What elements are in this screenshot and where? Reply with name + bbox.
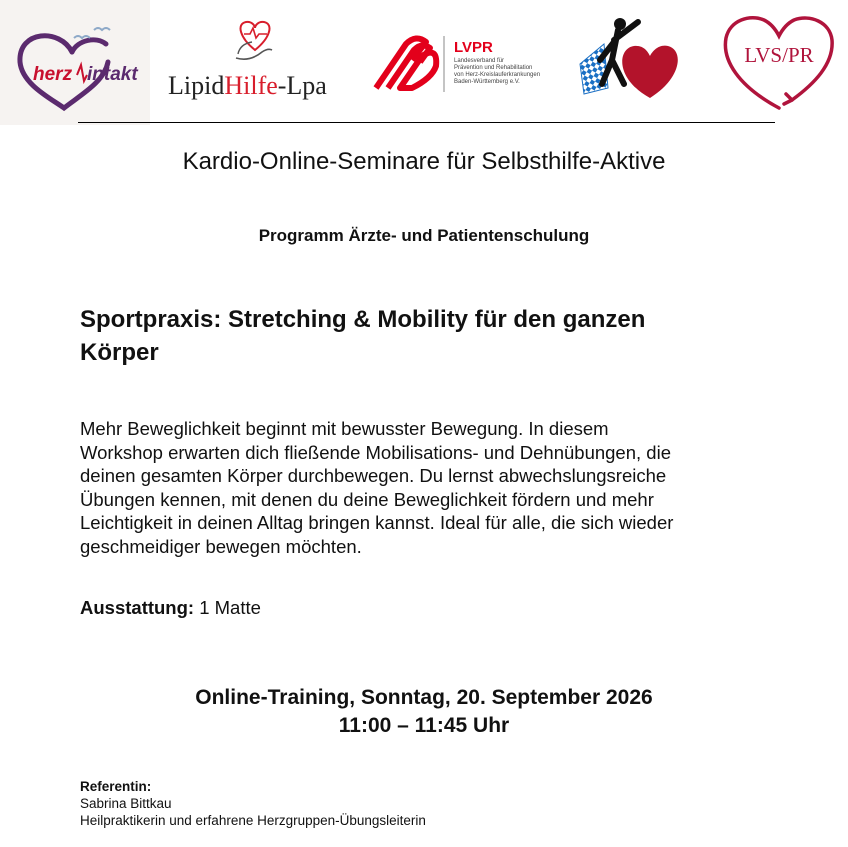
- lvpr-sub-3: von Herz-Kreislauferkrankungen: [454, 72, 541, 78]
- lvpr-sub-4: Baden-Württemberg e.V.: [454, 79, 520, 85]
- program-subtitle: Programm Ärzte- und Patientenschulung: [258, 226, 590, 245]
- speaker-name: Sabrina Bittkau: [80, 796, 172, 811]
- header-divider: [78, 122, 775, 123]
- course-title: [80, 303, 780, 369]
- event-date: Online-Training, Sonntag, 20. September 2026: [195, 686, 653, 709]
- lipidhilfe-part3: -Lpa: [277, 71, 327, 100]
- speaker-label: Referentin:: [80, 779, 152, 794]
- herzintakt-word-left: herz: [33, 64, 73, 85]
- description-line: deinen gesamten Körper durchbewegen. Du lernst abwechslungsreiche: [80, 465, 667, 486]
- course-title-line: Körper: [80, 339, 159, 366]
- description-line: geschmeidiger bewegen möchten.: [80, 535, 362, 557]
- description-line: Übungen kennen, mit denen du deine Beweglichkeit fördern und mehr: [80, 488, 654, 510]
- speaker-role: Heilpraktikerin und erfahrene Herzgruppen-Übungsleiterin: [80, 813, 426, 828]
- lvpr-abbr: LVPR: [454, 39, 493, 56]
- course-title-line: Sportpraxis: Stretching & Mobility für den ganzen: [80, 306, 646, 333]
- event-info: [0, 684, 848, 740]
- herzintakt-word-right: intakt: [87, 64, 138, 85]
- bavaria-heart-logo: [574, 14, 684, 104]
- logo-bar: [0, 0, 848, 125]
- herzintakt-logo: [0, 0, 150, 125]
- equipment-label: Ausstattung:: [80, 597, 195, 618]
- series-title: Kardio-Online-Seminare für Selbsthilfe-Aktive: [182, 148, 666, 175]
- description-line: Leichtigkeit in deinen Alltag bringen kannst. Ideal für alle, die sich wieder: [80, 512, 674, 533]
- equipment: [80, 597, 261, 619]
- lvs-pr-text: LVS/PR: [744, 43, 814, 67]
- lvpr-sub-1: Landesverband für: [454, 58, 505, 64]
- speaker-info: [80, 778, 426, 829]
- lipidhilfe-part1: Lipid: [168, 71, 225, 100]
- svg-text:LipidHilfe-Lpa: [168, 71, 327, 100]
- description-line: Workshop erwarten dich fließende Mobilisations- und Dehnübungen, die: [80, 441, 671, 463]
- equipment-value: 1 Matte: [194, 597, 261, 618]
- lipidhilfe-logo: [160, 14, 350, 114]
- description-line: Mehr Beweglichkeit beginnt mit bewusster Bewegung. In diesem: [80, 418, 609, 439]
- lvpr-sub-2: Prävention und Rehabilitation: [454, 65, 533, 71]
- lipidhilfe-part2: Hilfe: [224, 71, 278, 100]
- event-time: 11:00 – 11:45 Uhr: [338, 714, 510, 737]
- lvs-pr-logo: [718, 8, 840, 114]
- lvpr-logo: [372, 30, 562, 100]
- course-description: [80, 417, 780, 558]
